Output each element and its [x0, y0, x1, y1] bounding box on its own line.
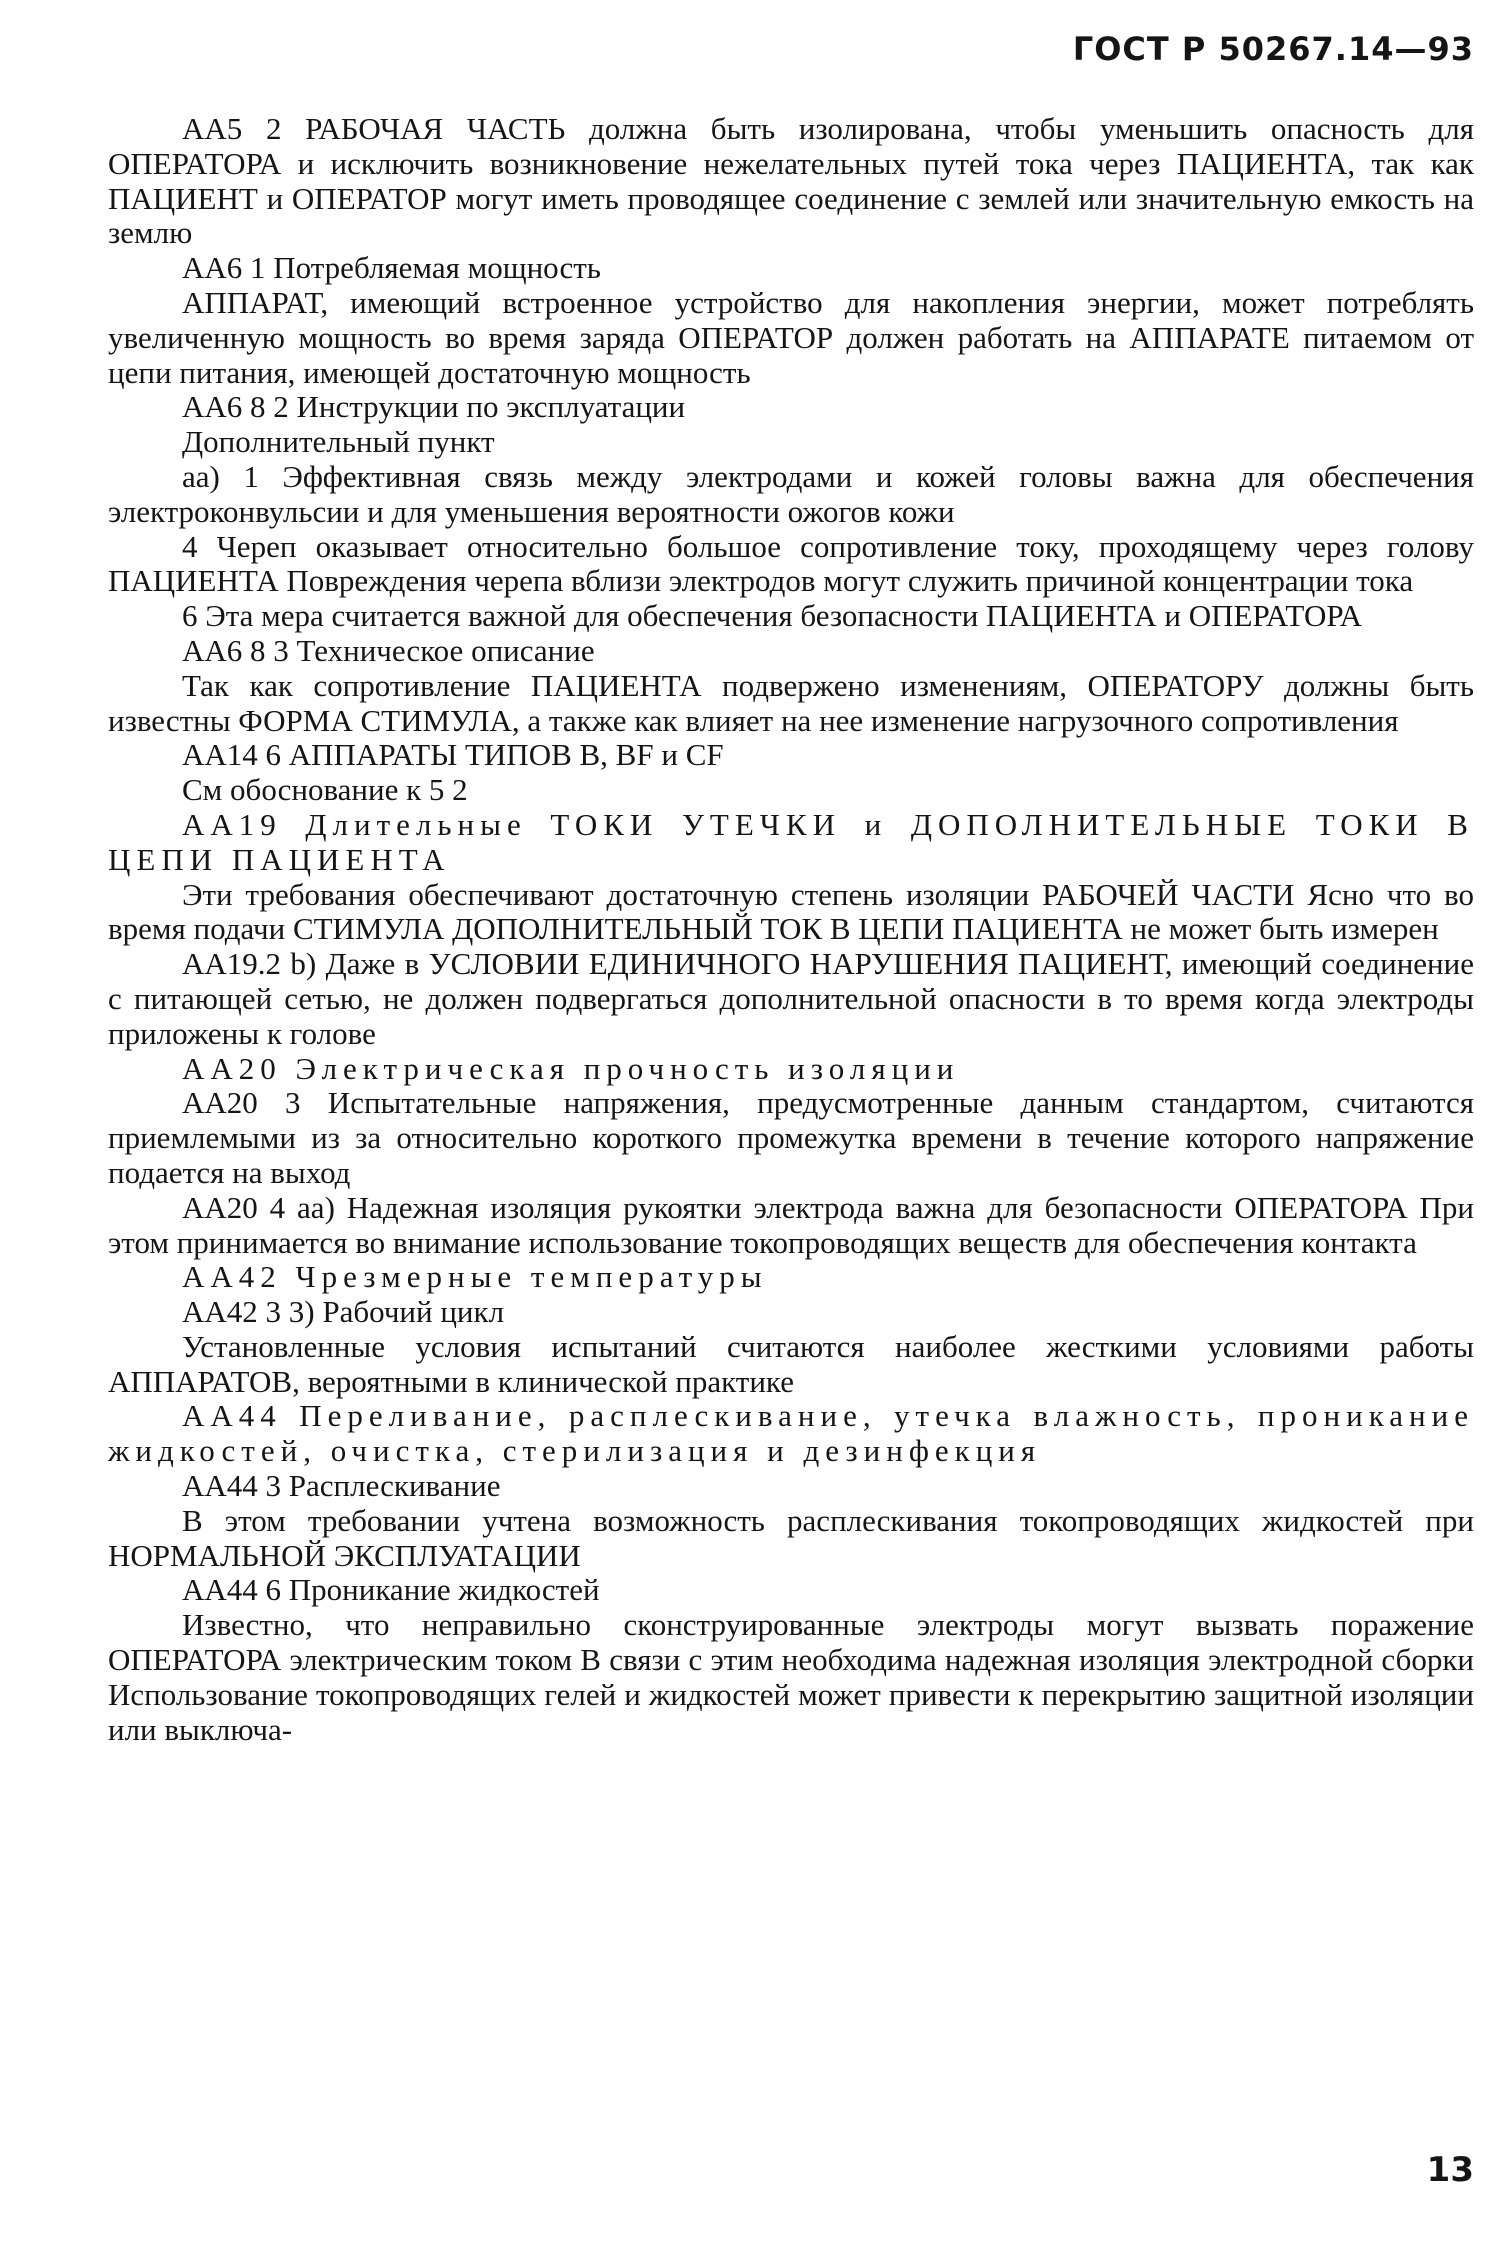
paragraph-aa14-6-text: См обоснование к 5 2	[182, 772, 468, 808]
paragraph-aa20-3: АА20 3 Испытательные напряжения, предусмотренные данным стандартом, считаются приемлемыми из за относительно короткого промежутка времени в течение которого напряжение подается на выход	[108, 1085, 1474, 1190]
paragraph-aa14-6-heading: АА14 6 АППАРАТЫ ТИПОВ В, BF и CF	[182, 737, 724, 773]
paragraph-additional-point: Дополнительный пункт	[182, 424, 495, 460]
paragraph-aa44-3-heading: АА44 3 Расплескивание	[182, 1468, 501, 1504]
paragraph-aa44-6-text: Известно, что неправильно сконструированные электроды могут вызвать поражение ОПЕРАТОРА электрическим током В связи с этим необходима надежная изоляция электродной сборки Использование токопроводящих гелей и жидкостей может привести к перекрытию защитной изоляции или выключа-	[108, 1607, 1474, 1747]
paragraph-item-4: 4 Череп оказывает относительно большое сопротивление току, проходящему через голову ПАЦИЕНТА Повреждения черепа вблизи электродов могут служить причиной концентрации тока	[108, 528, 1474, 599]
paragraph-aa6-8-2-heading: АА6 8 2 Инструкции по эксплуатации	[182, 389, 686, 425]
paragraph-aa42-3-heading: АА42 3 3) Рабочий цикл	[182, 1294, 505, 1330]
paragraph-aa42-heading: АА42 Чрезмерные температуры	[182, 1259, 768, 1295]
paragraph-aa19-heading: АА19 Длительные ТОКИ УТЕЧКИ и ДОПОЛНИТЕЛЬНЫЕ ТОКИ В ЦЕПИ ПАЦИЕНТА	[108, 806, 1474, 877]
paragraph-aa44-6-heading: АА44 6 Проникание жидкостей	[182, 1572, 600, 1608]
paragraph-aa6-1-heading: АА6 1 Потребляемая мощность	[182, 250, 601, 286]
paragraph-aa6-8-3-text: Так как сопротивление ПАЦИЕНТА подвержено изменениям, ОПЕРАТОРУ должны быть известны ФОРМА СТИМУЛА, а также как влияет на нее изменение нагрузочного сопротивления	[108, 667, 1474, 738]
paragraph-item-6: 6 Эта мера считается важной для обеспечения безопасности ПАЦИЕНТА и ОПЕРАТОРА	[182, 598, 1362, 634]
paragraph-aa6-1-text: АППАРАТ, имеющий встроенное устройство для накопления энергии, может потреблять увеличенную мощность во время заряда ОПЕРАТОР должен работать на АППАРАТЕ питаемом от цепи питания, имеющей достаточную мощность	[108, 284, 1474, 390]
paragraph-aa19-2: АА19.2 b) Даже в УСЛОВИИ ЕДИНИЧНОГО НАРУШЕНИЯ ПАЦИЕНТ, имеющий соединение с питающей сетью, не должен подвергаться дополнительной опасности в то время когда электроды приложены к голове	[108, 946, 1474, 1051]
page-number: 13	[1426, 2150, 1474, 2190]
paragraph-aa20-heading: АА20 Электрическая прочность изоляции	[182, 1050, 960, 1086]
paragraph-aa42-3-text: Установленные условия испытаний считаются наиболее жесткими условиями работы АППАРАТОВ, вероятными в клинической практике	[108, 1328, 1474, 1399]
paragraph-aa6-8-3-heading: АА6 8 3 Техническое описание	[182, 632, 595, 668]
paragraph-aa5-2: АА5 2 РАБОЧАЯ ЧАСТЬ должна быть изолирована, чтобы уменьшить опасность для ОПЕРАТОРА и исключить возникновение нежелательных путей тока через ПАЦИЕНТА, так как ПАЦИЕНТ и ОПЕРАТОР могут иметь проводящее соединение с землей или значительную емкость на землю	[108, 111, 1474, 251]
paragraph-aa44-3-text: В этом требовании учтена возможность расплескивания токопроводящих жидкостей при НОРМАЛЬНОЙ ЭКСПЛУАТАЦИИ	[108, 1502, 1474, 1573]
paragraph-aa44-heading: АА44 Переливание, расплескивание, утечка влажность, проникание жидкостей, очистка, стерилизация и дезинфекция	[108, 1398, 1474, 1469]
document-body	[108, 112, 1474, 1747]
paragraph-item-aa-1: аа) 1 Эффективная связь между электродами и кожей головы важна для обеспечения электроконвульсии и для уменьшения вероятности ожогов кожи	[108, 458, 1474, 529]
paragraph-aa20-4: АА20 4 аа) Надежная изоляция рукоятки электрода важна для безопасности ОПЕРАТОРА При этом принимается во внимание использование токопроводящих веществ для обеспечения контакта	[108, 1189, 1474, 1260]
page-header-title: ГОСТ Р 50267.14—93	[1072, 30, 1474, 68]
paragraph-aa19-text: Эти требования обеспечивают достаточную степень изоляции РАБОЧЕЙ ЧАСТИ Ясно что во время подачи СТИМУЛА ДОПОЛНИТЕЛЬНЫЙ ТОК В ЦЕПИ ПАЦИЕНТА не может быть измерен	[108, 876, 1474, 947]
